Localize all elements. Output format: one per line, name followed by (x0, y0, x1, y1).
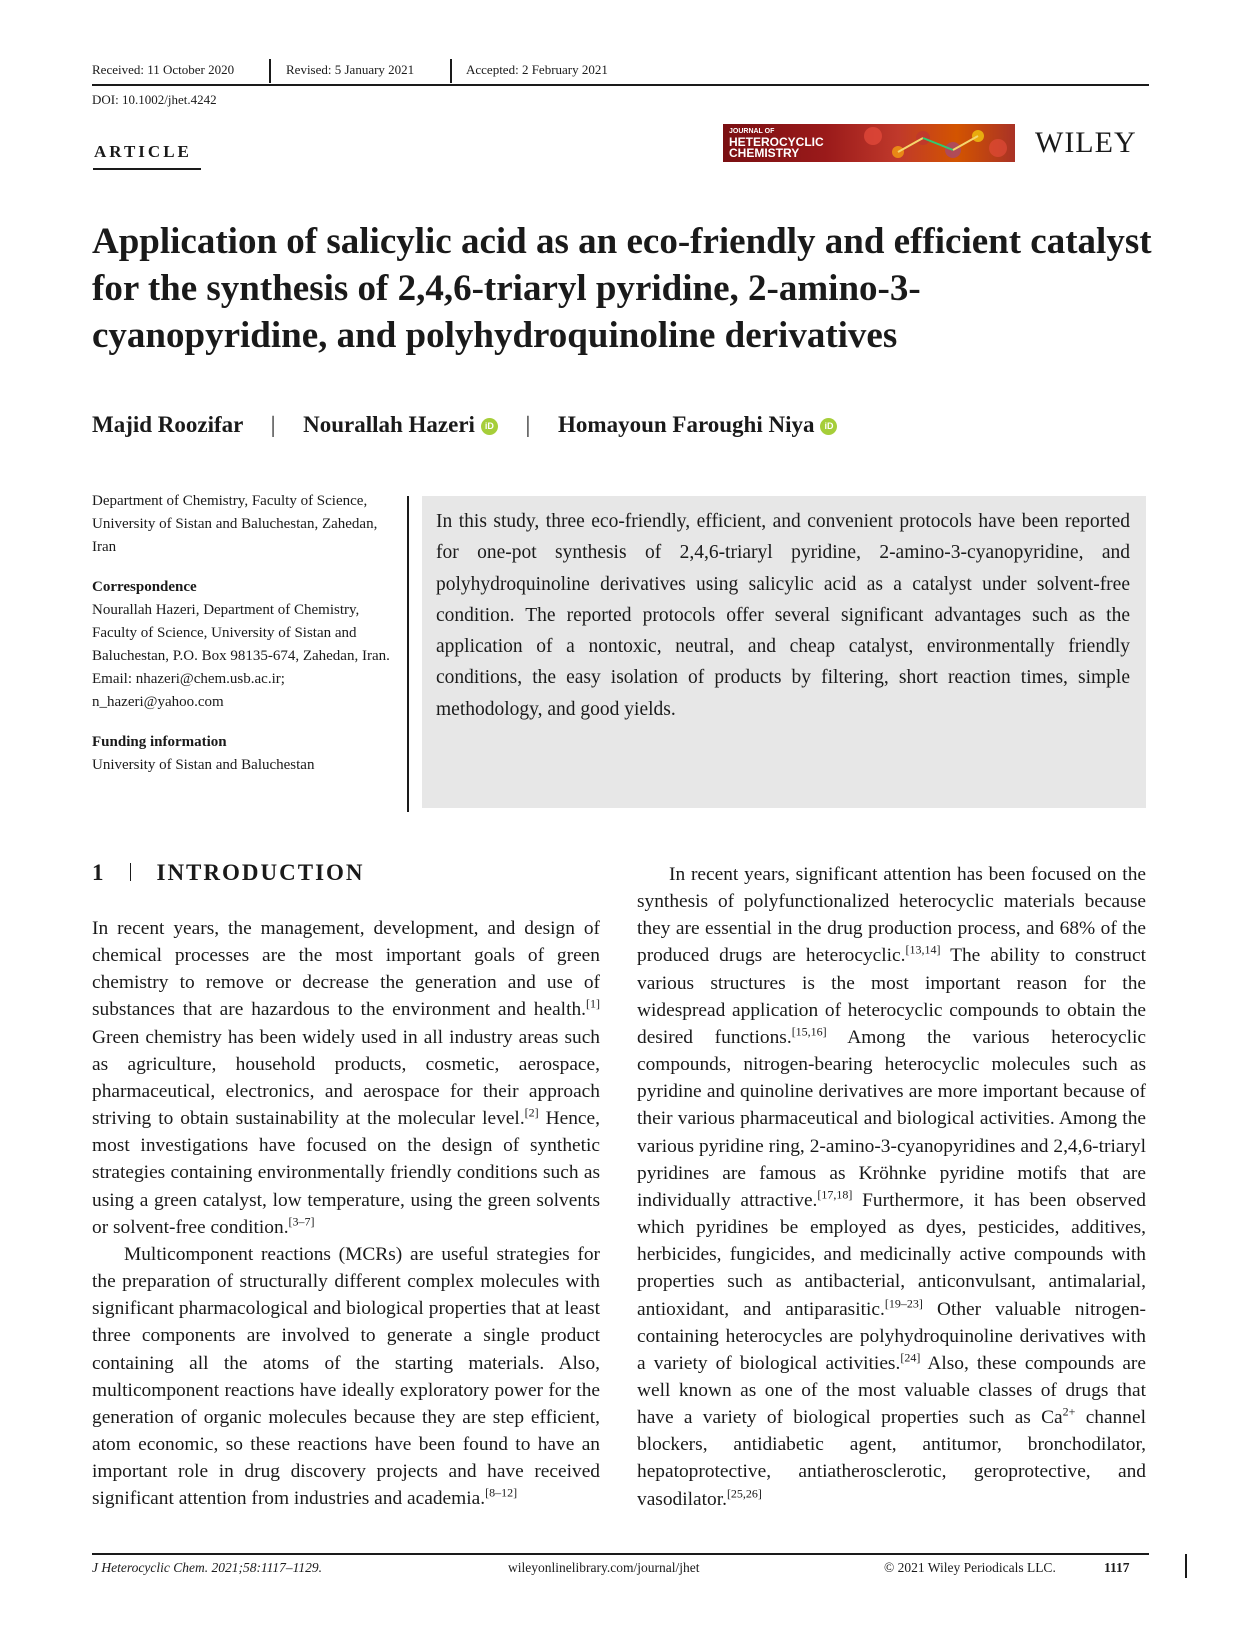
funding-text: University of Sistan and Baluchestan (92, 757, 315, 773)
article-underline (93, 168, 201, 170)
article-type-label: ARTICLE (94, 142, 192, 161)
paragraph (92, 1241, 600, 1513)
journal-name-line: JOURNAL OF (729, 128, 775, 135)
affiliation: Department of Chemistry, Faculty of Science, University of Sistan and Baluchestan, Zahedan, Iran (92, 493, 378, 555)
author-info (92, 490, 392, 777)
citation[interactable]: [15,16] (791, 1024, 827, 1039)
body-column-left (92, 915, 600, 1512)
page-footer (92, 1560, 1149, 1580)
publisher-logo: WILEY (1035, 126, 1137, 159)
funding-heading: Funding information (92, 734, 227, 750)
journal-name-line: HETEROCYCLIC (729, 135, 824, 149)
text-run: Hence, most investigations have focused on the design of synthetic strategies containing environmentally friendly conditions such as using a green catalyst, low temperature, using the green solvents or solvent-free condition. (92, 1108, 600, 1238)
copyright: © 2021 Wiley Periodicals LLC. (884, 1560, 1056, 1575)
abstract-box (422, 496, 1146, 808)
text-run: The ability to construct various structures is the most important reason for the widespread application of heterocyclic compounds to obtain the desired functions. (637, 945, 1146, 1048)
citation[interactable]: [24] (900, 1350, 921, 1365)
correspondence-text: Nourallah Hazeri, Department of Chemistry, Faculty of Science, University of Sistan and Baluchestan, P.O. Box 98135-674, Zahedan, Iran. (92, 602, 390, 664)
revised-date: Revised: 5 January 2021 (286, 62, 415, 77)
section-number: 1 (92, 860, 104, 885)
citation[interactable]: [13,14] (905, 943, 941, 957)
header-divider (269, 59, 271, 83)
citation[interactable]: [8–12] (485, 1485, 518, 1500)
abstract-text: In this study, three eco-friendly, efficient, and convenient protocols have been reported for one-pot synthesis of 2,4,6-triaryl pyridine, 2-amino-3-cyanopyridine, and polyhydroquinoline derivatives using salicylic acid as a catalyst under solvent-free condition. The reported protocols offer several significant advantages such as the application of a nontoxic, neutral, and cheap catalyst, environmentally friendly conditions, the easy isolation of products by filtering, short reaction times, simple methodology, and good yields. (436, 511, 1130, 720)
article-title: Application of salicylic acid as an eco-friendly and efficient catalyst for the synthesis of 2,4,6-triaryl pyridine, 2-amino-3-cyanopyridine, and polyhydroquinoline derivatives (92, 221, 1152, 356)
text-run: Furthermore, it has been observed which pyridines be employed as dyes, pesticides, additives, herbicides, fungicides, and medicinally active compounds with properties such as antibacterial, anticonvulsant, antimalarial, antioxidant, and antiparasitic. (637, 1189, 1147, 1320)
orcid-icon[interactable]: iD (481, 418, 498, 435)
citation[interactable]: [19–23] (884, 1296, 923, 1311)
author-name[interactable]: Nourallah Hazeri (303, 412, 475, 437)
accepted-date: Accepted: 2 February 2021 (466, 62, 608, 77)
section-heading (92, 860, 365, 886)
section-separator (130, 863, 131, 881)
author-name[interactable]: Homayoun Faroughi Niya (558, 412, 815, 437)
section-title: INTRODUCTION (156, 860, 365, 885)
doi[interactable]: DOI: 10.1002/jhet.4242 (92, 92, 217, 107)
text-run: Green chemistry has been widely used in all industry areas such as agriculture, household products, cosmetic, aerospace, pharmaceutical, electronics, and aerospace for their approach striving to obtain sustainability at the molecular level. (92, 1026, 600, 1130)
footer-rule (92, 1553, 1149, 1555)
journal-name (729, 126, 824, 159)
received-date: Received: 11 October 2020 (92, 62, 235, 77)
orcid-icon[interactable]: iD (820, 418, 837, 435)
text-run: In recent years, significant attention has been focused on the synthesis of polyfunctionalized heterocyclic materials because they are essential in the drug production process, and 68% of the produced drugs are heterocyclic. (637, 864, 1146, 967)
journal-citation: J Heterocyclic Chem. 2021;58:1117–1129. (92, 1560, 323, 1575)
author-separator: | (270, 412, 276, 437)
author-separator: | (525, 412, 531, 437)
paragraph (637, 861, 1146, 1513)
body-column-right (637, 861, 1146, 1513)
citation[interactable]: [1] (586, 997, 600, 1011)
author-list (92, 412, 837, 438)
correspondence-heading: Correspondence (92, 579, 197, 595)
journal-name-line: CHEMISTRY (729, 146, 800, 160)
correspondence-email[interactable]: Email: nhazeri@chem.usb.ac.ir; n_hazeri@yahoo.com (92, 671, 285, 710)
citation[interactable]: [2] (524, 1105, 539, 1120)
journal-logo (723, 124, 1015, 162)
superscript-charge: 2+ (1062, 1404, 1076, 1419)
header-divider (450, 59, 452, 83)
author-name[interactable]: Majid Roozifar (92, 412, 243, 437)
citation[interactable]: [3–7] (288, 1214, 315, 1229)
text-run: Multicomponent reactions (MCRs) are useful strategies for the preparation of structurally different complex molecules with significant pharmacological and biological properties that at least three components are involved to generate a single product containing all the atoms of the starting materials. Also, multicomponent reactions have ideally exploratory power for the generation of organic molecules because they are step efficient, atom economic, so these reactions have been found to have an important role in drug discovery projects and have received significant attention from industries and academia. (92, 1243, 600, 1510)
journal-url[interactable]: wileyonlinelibrary.com/journal/jhet (508, 1560, 700, 1575)
footer-divider (1185, 1554, 1187, 1578)
text-run: Other valuable nitrogen-containing heterocycles are polyhydroquinoline derivatives with a variety of biological activities. (637, 1298, 1147, 1374)
citation[interactable]: [17,18] (817, 1187, 853, 1202)
page-number: 1117 (1104, 1560, 1130, 1575)
text-run: In recent years, the management, development, and design of chemical processes are the most important goals of green chemistry to remove or decrease the generation and use of substances that are hazardous to the environment and health. (92, 918, 600, 1021)
header-rule (92, 84, 1149, 86)
article-history (92, 62, 1149, 84)
text-run: Among the various heterocyclic compounds, nitrogen-bearing heterocyclic molecules such as pyridine and quinoline derivatives are more important because of their various pharmaceutical and biological activities. Among the various pyridine ring, 2-amino-3-cyanopyridines and 2,4,6-triaryl pyridines are famous as Kröhnke pyridine motifs that are individually attractive. (637, 1026, 1146, 1211)
paragraph (92, 915, 600, 1241)
text-run: channel blockers, antidiabetic agent, antitumor, bronchodilator, hepatoprotective, antiatherosclerotic, geroprotective, and vasodilator. (637, 1407, 1146, 1510)
text-run: Also, these compounds are well known as one of the most valuable classes of drugs that have a variety of biological properties such as Ca (637, 1352, 1146, 1429)
citation[interactable]: [25,26] (726, 1486, 762, 1501)
column-divider (407, 496, 409, 812)
